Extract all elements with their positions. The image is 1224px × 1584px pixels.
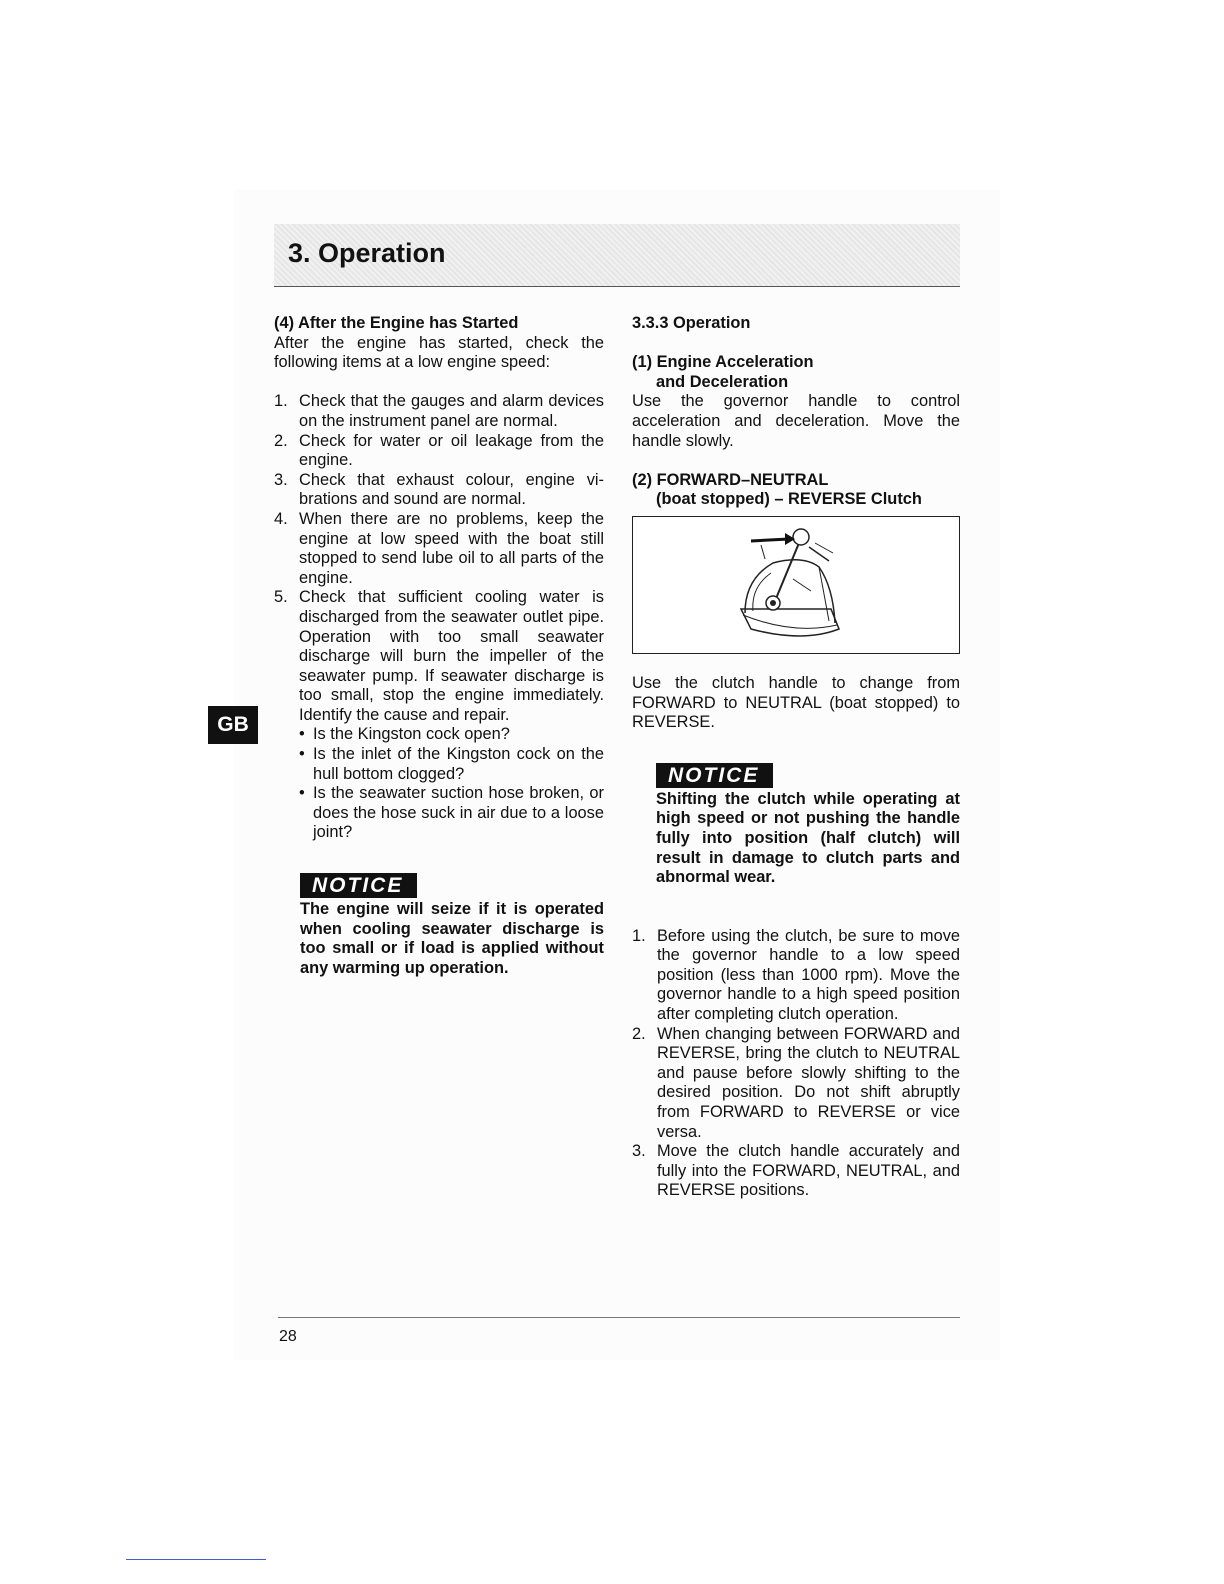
section-header bbox=[274, 224, 960, 287]
page-title: 3. Operation bbox=[288, 238, 446, 268]
right-column bbox=[632, 314, 960, 1201]
clutch-handle-figure bbox=[632, 516, 960, 654]
footer-divider bbox=[278, 1317, 960, 1318]
list-item: 2. Check for water or oil leakage from the engine. bbox=[274, 431, 604, 470]
notice-box bbox=[632, 763, 960, 888]
after-start-intro: After the engine has started, check the following items at a low engine speed: bbox=[274, 333, 604, 372]
clutch-instructions-list bbox=[632, 927, 960, 1201]
list-item: 5. Check that sufficient cooling water is discharged from the seawater outlet pipe. Operation with too small seawater discharge will burn the impeller of the seawater pump. If seawater discharge is too small, stop the engine immediately. Identify the cause and repair. • Is the Kingston cock open? • Is the inlet of the Kingston cock on the hull bottom clogged? • Is the seawater suction hose broken, or does the hose suck in air due to a loose joint? bbox=[274, 588, 604, 843]
notice-box bbox=[274, 873, 604, 978]
list-item: 3. Move the clutch handle accurately and fully into the FORWARD, NEUTRAL, and REVERSE positions. bbox=[632, 1142, 960, 1200]
notice-label: NOTICE bbox=[656, 763, 773, 788]
notice-text: The engine will seize if it is operated when cooling seawater discharge is too small or if load is applied without any warming up operation. bbox=[300, 900, 604, 977]
notice-label: NOTICE bbox=[300, 873, 417, 898]
bullet-item: • Is the Kingston cock open? bbox=[299, 725, 604, 745]
bottom-link-underline bbox=[126, 1559, 266, 1560]
after-start-heading: (4) After the Engine has Started bbox=[274, 314, 519, 332]
seawater-checklist bbox=[299, 725, 604, 843]
list-item: 1. Before using the clutch, be sure to move the governor handle to a low speed position (less than 1000 rpm). Move the governor handle to a high speed position after completing clutch operation. bbox=[632, 926, 960, 1024]
clutch-text: Use the clutch handle to change from FORWARD to NEUTRAL (boat stopped) to REVERSE. bbox=[632, 673, 960, 732]
section-heading: 3.3.3 Operation bbox=[632, 314, 751, 332]
left-column bbox=[274, 314, 604, 978]
bullet-item: • Is the seawater suction hose broken, or does the hose suck in air due to a loose joint? bbox=[299, 784, 604, 843]
check-list bbox=[274, 392, 604, 843]
list-item: 1. Check that the gauges and alarm devices on the instrument panel are normal. bbox=[274, 392, 604, 430]
notice-text: Shifting the clutch while operating at high speed or not pushing the handle fully into position (half clutch) will result in damage to clutch parts and abnormal wear. bbox=[656, 789, 960, 887]
page-number: 28 bbox=[279, 1328, 297, 1345]
clutch-lever-illustration bbox=[633, 517, 959, 653]
language-tab: GB bbox=[208, 706, 258, 744]
bullet-item: • Is the inlet of the Kingston cock on the hull bottom clogged? bbox=[299, 745, 604, 784]
clutch-heading: (2) FORWARD–NEUTRAL (boat stopped) – REVERSE Clutch bbox=[632, 470, 922, 509]
list-item: 4. When there are no problems, keep the engine at low speed with the boat still stopped to send lube oil to all parts of the engine. bbox=[274, 509, 604, 587]
acceleration-heading: (1) Engine Acceleration and Deceleration bbox=[632, 353, 814, 391]
list-item: 3. Check that exhaust colour, engine vi-brations and sound are normal. bbox=[274, 470, 604, 509]
acceleration-text: Use the governor handle to control acceleration and deceleration. Move the handle slowly. bbox=[632, 392, 960, 450]
list-item: 2. When changing between FORWARD and REVERSE, bring the clutch to NEUTRAL and pause before slowly shifting to the desired position. Do not shift abruptly from FORWARD to REVERSE or vice versa. bbox=[632, 1024, 960, 1141]
